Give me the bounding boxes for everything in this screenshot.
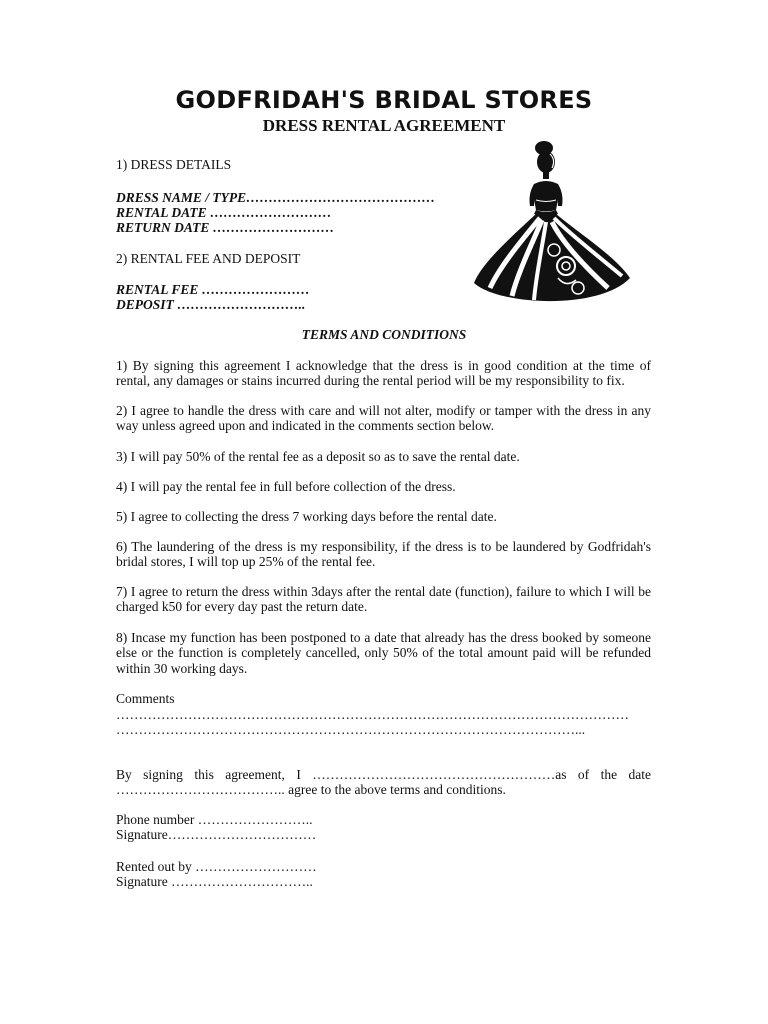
phone-number-field: Phone number …………………….. <box>116 812 313 827</box>
rental-fee-field: RENTAL FEE …………………… <box>116 282 310 297</box>
term-item: 3) I will pay 50% of the rental fee as a deposit so as to save the rental date. <box>116 449 520 464</box>
term-item: 4) I will pay the rental fee in full before collection of the dress. <box>116 479 456 494</box>
term-item: 1) By signing this agreement I acknowledge that the dress is in good condition at the time of rental, any damages or stains incurred during the rental period will be my responsibility to fix. <box>116 358 651 389</box>
agreement-statement: By signing this agreement, I ………………………………………………as of the date ……………………………….. agree to the above terms and conditions. <box>116 767 651 798</box>
dress-details-heading: 1) DRESS DETAILS <box>116 157 232 172</box>
terms-heading: TERMS AND CONDITIONS <box>301 327 467 342</box>
fee-deposit-heading: 2) RENTAL FEE AND DEPOSIT <box>116 251 301 266</box>
term-item: 7) I agree to return the dress within 3days after the rental date (function), failure to which I will be charged k50 for every day past the return date. <box>116 584 651 615</box>
comments-label: Comments <box>116 691 175 706</box>
term-item: 6) The laundering of the dress is my responsibility, if the dress is to be laundered by Godfridah's bridal stores, I will top up 25% of the rental fee. <box>116 539 651 570</box>
dress-name-field: DRESS NAME / TYPE…………………………………… <box>116 190 436 205</box>
store-title: GODFRIDAH'S BRIDAL STORES <box>175 86 593 114</box>
term-item: 8) Incase my function has been postponed to a date that already has the dress booked by someone else or the function is completely cancelled, only 50% of the total amount paid will be refunded within 30 working days. <box>116 630 651 676</box>
document-title: DRESS RENTAL AGREEMENT <box>262 116 506 135</box>
comments-line: …………………………………………………………………………………………………… <box>116 707 629 722</box>
deposit-field: DEPOSIT ……………………….. <box>116 297 306 312</box>
signature-field: Signature ………………………….. <box>116 874 313 889</box>
term-item: 2) I agree to handle the dress with care and will not alter, modify or tamper with the dress in any way unless agreed upon and indicated in the comments section below. <box>116 403 651 434</box>
signature-field: Signature…………………………… <box>116 827 317 842</box>
comments-line: …………………………………………………………………………………………... <box>116 722 586 737</box>
ball-gown-dress-icon <box>470 138 638 316</box>
return-date-field: RETURN DATE ……………………… <box>116 220 335 235</box>
rented-out-by-field: Rented out by ……………………… <box>116 859 317 874</box>
term-item: 5) I agree to collecting the dress 7 working days before the rental date. <box>116 509 497 524</box>
rental-date-field: RENTAL DATE ……………………… <box>116 205 332 220</box>
